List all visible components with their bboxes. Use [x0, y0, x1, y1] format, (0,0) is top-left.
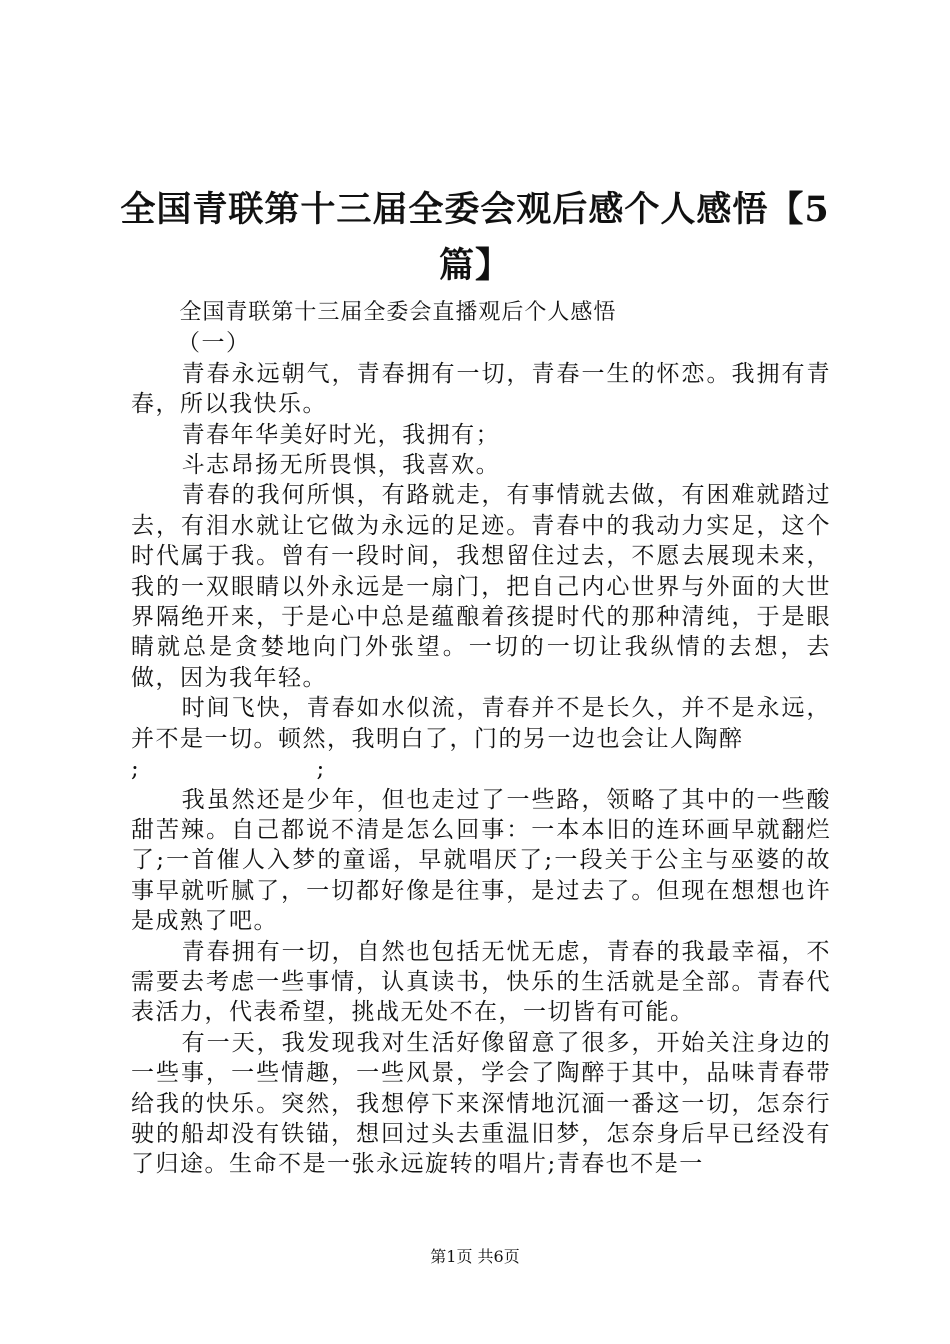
section-label: （一） [177, 330, 251, 357]
subtitle: 全国青联第十三届全委会直播观后个人感悟 [179, 300, 617, 325]
document-body [131, 298, 831, 1180]
paragraph: 我虽然还是少年，但也走过了一些路，领略了其中的一些酸甜苦辣。自己都说不清是怎么回事：一本本旧的连环画早就翻烂了;一首催人入梦的童谣，早就唱厌了;一段关于公主与巫婆的故事早就听腻了，一切都好像是往事，是过去了。但现在想想也许是成熟了吧。 [131, 786, 831, 935]
paragraph: 青春永远朝气，青春拥有一切，青春一生的怀恋。我拥有青春，所以我快乐。 [131, 360, 831, 418]
paragraph: 青春年华美好时光，我拥有； [181, 421, 501, 448]
paragraph: 青春拥有一切，自然也包括无忧无虑，青春的我最幸福，不需要去考虑一些事情，认真读书，快乐的生活就是全部。青春代表活力，代表希望，挑战无处不在，一切皆有可能。 [131, 938, 831, 1026]
paragraph-gap-line: ; ; [131, 756, 326, 783]
paragraph: 有一天，我发现我对生活好像留意了很多，开始关注身边的一些事，一些情趣，一些风景，学会了陶醉于其中，品味青春带给我的快乐。突然，我想停下来深情地沉湎一番这一切，怎奈行驶的船却没有铁锚，想回过头去重温旧梦，怎奈身后早已经没有了归途。生命不是一张永远旋转的唱片;青春也不是一 [131, 1029, 831, 1178]
paragraph: 青春的我何所惧，有路就走，有事情就去做，有困难就踏过去，有泪水就让它做为永远的足迹。青春中的我动力实足，这个时代属于我。曾有一段时间，我想留住过去，不愿去展现未来，我的一双眼睛以外永远是一扇门，把自己内心世界与外面的大世界隔绝开来，于是心中总是蕴酿着孩提时代的那种清纯，于是眼睛就总是贪婪地向门外张望。一切的一切让我纵情的去想，去做，因为我年轻。 [131, 482, 831, 691]
paragraph: 斗志昂扬无所畏惧，我喜欢。 [181, 452, 501, 479]
page-footer: 第1页 共6页 [430, 1247, 520, 1266]
paragraph: 时间飞快，青春如水似流，青春并不是长久，并不是永远，并不是一切。顿然，我明白了，门的另一边也会让人陶醉 [131, 695, 831, 752]
document-title: 全国青联第十三届全委会观后感个人感悟【5篇】 [120, 189, 830, 286]
